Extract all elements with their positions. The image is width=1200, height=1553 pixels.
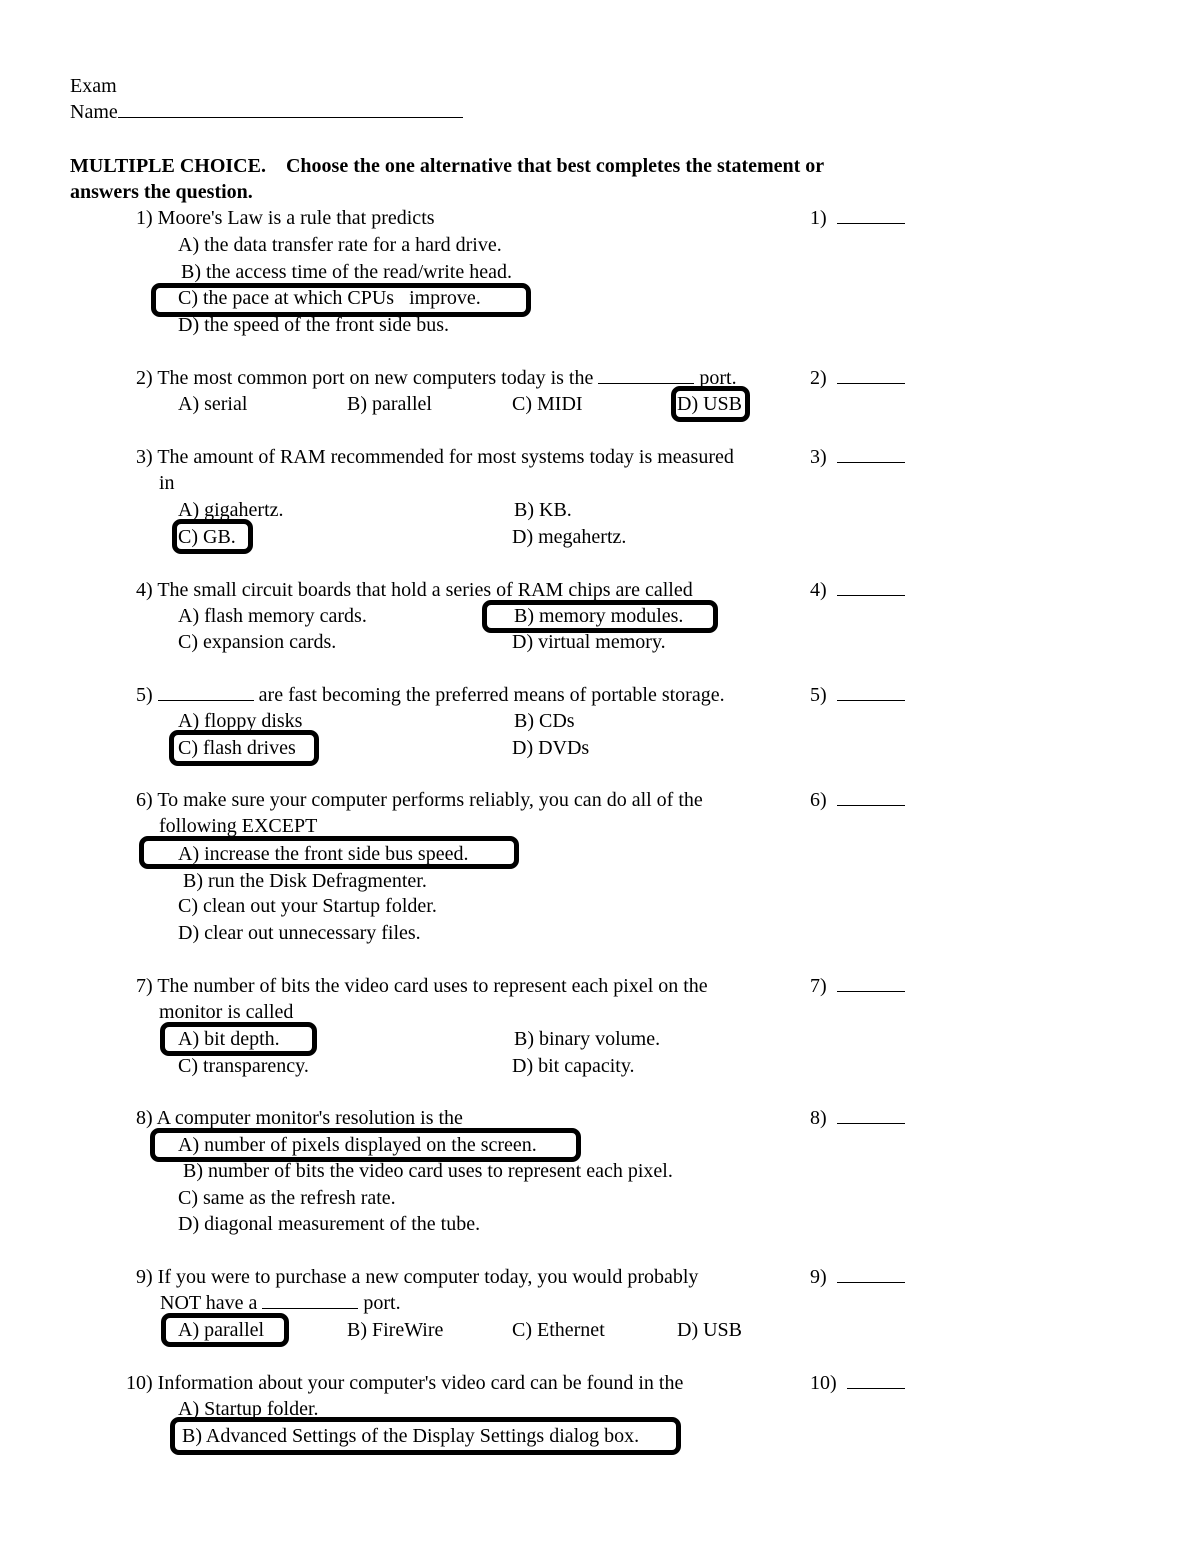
question-1-stem: 1) Moore's Law is a rule that predicts [136,207,435,229]
question-6-stem-cont: following EXCEPT [159,815,318,837]
question-10-stem: 10) Information about your computer's video card can be found in the [126,1372,684,1394]
q7-option-c[interactable]: C) transparency. [178,1055,309,1077]
answer-slot-1[interactable]: 1) [810,205,905,231]
q3-option-b[interactable]: B) KB. [514,499,572,521]
exam-label: Exam [70,75,117,97]
name-field[interactable] [118,99,463,118]
q5-option-a[interactable]: A) floppy disks [178,710,303,732]
q5-option-b[interactable]: B) CDs [514,710,575,732]
q2-option-d[interactable]: D) USB [677,393,743,415]
answer-slot-5[interactable]: 5) [810,682,905,708]
q1-option-c[interactable]: C) the pace at which CPUs improve. [178,287,481,309]
q6-option-d[interactable]: D) clear out unnecessary files. [178,922,421,944]
q1-option-d[interactable]: D) the speed of the front side bus. [178,314,450,336]
q4-answer-circle [482,600,718,633]
question-2-stem: 2) The most common port on new computers today is the port. [136,367,737,389]
q4-option-a[interactable]: A) flash memory cards. [178,605,367,627]
q5-option-d[interactable]: D) DVDs [512,737,590,759]
q6-option-b[interactable]: B) run the Disk Defragmenter. [183,870,427,892]
q2-option-b[interactable]: B) parallel [347,393,432,415]
name-label [70,99,463,125]
q9-option-b[interactable]: B) FireWire [347,1319,444,1341]
question-4-stem: 4) The small circuit boards that hold a series of RAM chips are called [136,579,693,601]
instructions-heading: MULTIPLE CHOICE. [70,155,266,177]
instructions-text-2: answers the question. [70,181,253,203]
question-3-stem-cont: in [159,472,175,494]
q2-option-a[interactable]: A) serial [178,393,248,415]
question-3-stem: 3) The amount of RAM recommended for most systems today is measured [136,446,734,468]
instructions-text-1: Choose the one alternative that best completes the statement or [285,155,825,177]
q9-option-a[interactable]: A) parallel [178,1319,265,1341]
q1-option-a[interactable]: A) the data transfer rate for a hard drive. [178,234,502,256]
answer-slot-3[interactable]: 3) [810,444,905,470]
q3-option-a[interactable]: A) gigahertz. [178,499,284,521]
q4-option-b[interactable]: B) memory modules. [514,605,684,627]
question-8-stem: 8) A computer monitor's resolution is the [136,1107,463,1129]
answer-slot-4[interactable]: 4) [810,577,905,603]
q5-option-c[interactable]: C) flash drives [178,737,296,759]
q8-answer-circle [150,1128,581,1162]
question-7-stem-cont: monitor is called [159,1001,294,1023]
q7-option-d[interactable]: D) bit capacity. [512,1055,635,1077]
q8-option-c[interactable]: C) same as the refresh rate. [178,1187,396,1209]
q3-option-d[interactable]: D) megahertz. [512,526,627,548]
q1-answer-circle [151,283,531,317]
answer-slot-7[interactable]: 7) [810,973,905,999]
question-9-stem-cont: NOT have a port. [160,1292,401,1314]
answer-slot-10[interactable]: 10) [810,1370,905,1396]
q9-option-d[interactable]: D) USB [677,1319,743,1341]
q2-option-c[interactable]: C) MIDI [512,393,583,415]
question-6-stem: 6) To make sure your computer performs reliably, you can do all of the [136,789,703,811]
q10-option-a[interactable]: A) Startup folder. [178,1398,319,1420]
q3-answer-circle [172,519,253,554]
q7-answer-circle [160,1022,317,1056]
q8-option-b[interactable]: B) number of bits the video card uses to represent each pixel. [183,1160,673,1182]
q9-option-c[interactable]: C) Ethernet [512,1319,605,1341]
question-7-stem: 7) The number of bits the video card uses to represent each pixel on the [136,975,708,997]
q6-answer-circle [139,836,519,869]
q6-option-c[interactable]: C) clean out your Startup folder. [178,895,437,917]
question-5-stem: 5) are fast becoming the preferred means of portable storage. [136,684,725,706]
answer-slot-8[interactable]: 8) [810,1105,905,1131]
q4-option-c[interactable]: C) expansion cards. [178,631,337,653]
q9-answer-circle [161,1313,289,1347]
q4-option-d[interactable]: D) virtual memory. [512,631,666,653]
q10-answer-circle [170,1417,681,1455]
q8-option-a[interactable]: A) number of pixels displayed on the screen. [178,1134,537,1156]
q7-option-b[interactable]: B) binary volume. [514,1028,661,1050]
answer-slot-9[interactable]: 9) [810,1264,905,1290]
q7-option-a[interactable]: A) bit depth. [178,1028,280,1050]
name-label-text: Name [70,101,118,123]
question-9-stem: 9) If you were to purchase a new computer today, you would probably [136,1266,699,1288]
answer-slot-2[interactable]: 2) [810,365,905,391]
q6-option-a[interactable]: A) increase the front side bus speed. [178,843,469,865]
answer-slot-6[interactable]: 6) [810,787,905,813]
q5-answer-circle [169,730,319,766]
q10-option-b[interactable]: B) Advanced Settings of the Display Settings dialog box. [182,1425,640,1447]
q8-option-d[interactable]: D) diagonal measurement of the tube. [178,1213,481,1235]
q3-option-c[interactable]: C) GB. [178,526,236,548]
q2-answer-circle [671,386,750,422]
q1-option-b[interactable]: B) the access time of the read/write head. [181,261,512,283]
instructions-line-1 [70,153,824,179]
